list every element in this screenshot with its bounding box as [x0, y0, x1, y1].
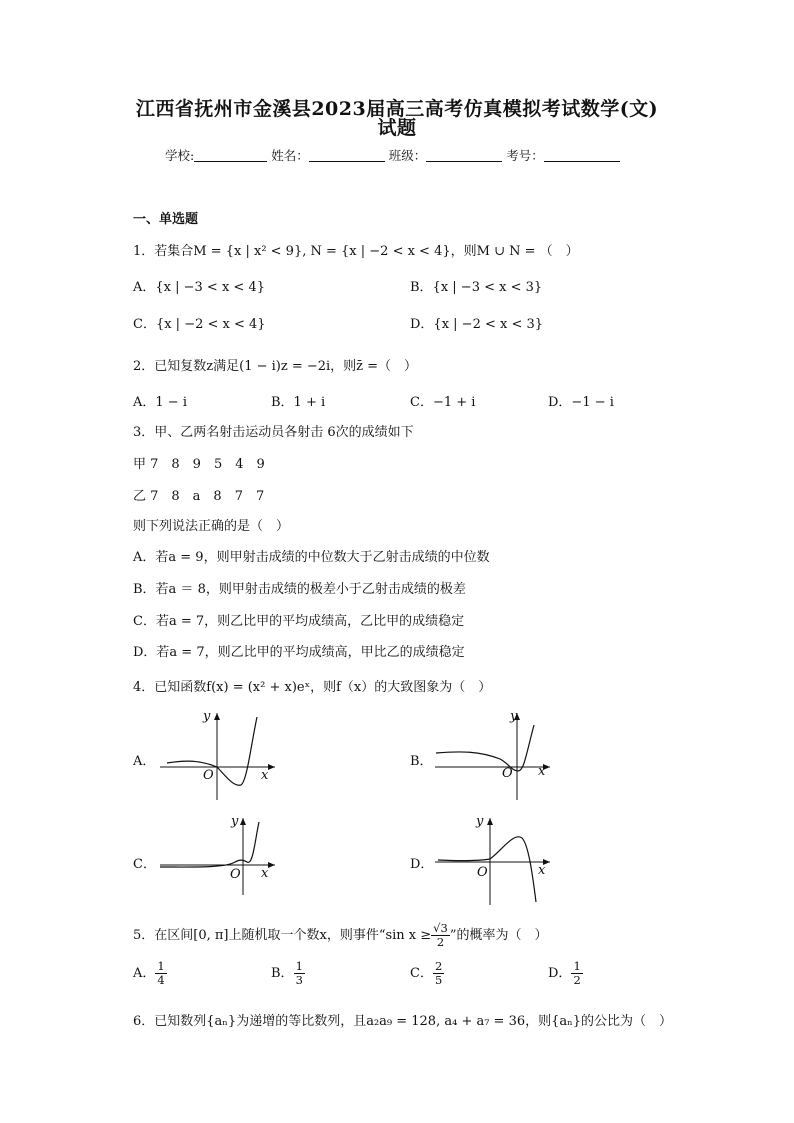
school-label: 学校:	[165, 148, 195, 163]
q5-option-d	[548, 960, 583, 987]
q5-fraction-num: √3	[433, 921, 448, 935]
name-label: 姓名：	[271, 148, 309, 163]
class-blank	[426, 149, 502, 162]
q5-c-num: 2	[434, 959, 443, 973]
q4d-y-label: y	[476, 814, 484, 829]
q5-c-den: 5	[434, 973, 443, 987]
number-label: 考号：	[506, 148, 544, 163]
q5-fraction-den: 2	[436, 935, 445, 949]
q4-graph-d	[430, 810, 560, 910]
q4-option-b: B．	[410, 754, 433, 769]
q4d-origin-label: O	[477, 865, 488, 880]
section-heading: 一、单选题	[133, 212, 199, 227]
q5-a-num: 1	[157, 959, 165, 973]
q4-option-a: A．	[133, 754, 156, 769]
q5-b-label: B．	[271, 966, 294, 981]
q2-option-b: B．1 + i	[271, 395, 326, 410]
q3-option-c: C．若a = 7，则乙比甲的平均成绩高，乙比甲的成绩稳定	[133, 614, 465, 629]
q5-stem-pre: 5．在区间[0, π]上随机取一个数x，则事件“sin x ≥	[133, 928, 432, 943]
q4-stem: 4．已知函数f(x) = (x² + x)eˣ，则f（x）的大致图象为（ ）	[133, 680, 492, 695]
q5-b-den: 3	[295, 973, 303, 987]
number-blank	[544, 149, 620, 162]
q4c-y-label: y	[231, 814, 239, 829]
q4b-origin-label: O	[502, 766, 513, 781]
q4c-x-label: x	[261, 866, 269, 881]
q3-prompt: 则下列说法正确的是（ ）	[133, 519, 290, 534]
q3-option-a: A．若a = 9，则甲射击成绩的中位数大于乙射击成绩的中位数	[133, 550, 490, 565]
q5-c-label: C．	[410, 966, 433, 981]
q4d-x-label: x	[538, 863, 546, 878]
q5-c-fraction	[433, 960, 444, 987]
q5-stem-post: ”的概率为（ ）	[449, 928, 548, 943]
q5-d-num: 1	[573, 959, 581, 973]
q4a-y-label: y	[203, 709, 211, 724]
school-blank	[194, 149, 267, 162]
q5-option-a	[133, 960, 167, 987]
q5-d-den: 2	[573, 973, 581, 987]
q5-option-c	[410, 960, 444, 987]
q4-graph-b	[430, 705, 560, 805]
q1-stem: 1．若集合M = {x | x² < 9}, N = {x | −2 < x < 4}，则M ∪ N = （ ）	[133, 244, 579, 259]
q1-option-b: B．{x | −3 < x < 3}	[410, 280, 543, 295]
q5-a-label: A．	[133, 966, 156, 981]
exam-title: 江西省抚州市金溪县2023届高三高考仿真模拟考试数学(文)	[135, 98, 659, 120]
q3-option-d: D．若a = 7，则乙比甲的平均成绩高，甲比乙的成绩稳定	[133, 645, 465, 660]
q3-row-yi: 乙 7 8 a 8 7 7	[133, 489, 265, 504]
name-blank	[309, 149, 385, 162]
q1-option-d: D．{x | −2 < x < 3}	[410, 317, 544, 332]
q5-stem	[133, 922, 547, 949]
q5-b-fraction	[294, 960, 305, 987]
q3-stem: 3．甲、乙两名射击运动员各射击 6次的成绩如下	[133, 425, 414, 440]
q4-graph-c	[155, 810, 285, 910]
q2-option-d: D．−1 − i	[548, 395, 614, 410]
q2-option-a: A．1 − i	[133, 395, 187, 410]
class-label: 班级：	[388, 148, 427, 163]
q4-option-d: D．	[410, 857, 434, 872]
q5-fraction	[431, 922, 450, 949]
exam-title-line2: 试题	[377, 117, 417, 139]
q6-stem: 6．已知数列{aₙ}为递增的等比数列，且a₂a₉ = 128, a₄ + a₇ = 36，则{aₙ}的公比为（ ）	[133, 1014, 673, 1029]
q5-b-num: 1	[295, 959, 303, 973]
q2-stem: 2．已知复数z满足(1 − i)z = −2i，则z̄ =（ ）	[133, 359, 418, 374]
student-info	[165, 146, 620, 164]
q5-option-b	[271, 960, 305, 987]
q2-option-c: C．−1 + i	[410, 395, 476, 410]
q5-d-fraction	[571, 960, 582, 987]
q3-option-b: B．若a ＝ 8，则甲射击成绩的极差小于乙射击成绩的极差	[133, 582, 466, 597]
q4a-origin-label: O	[203, 768, 214, 783]
q3-row-jia: 甲 7 8 9 5 4 9	[133, 457, 265, 472]
q4-graph-a	[155, 705, 285, 805]
q4a-x-label: x	[261, 768, 269, 783]
q4c-origin-label: O	[230, 867, 241, 882]
q1-option-a: A．{x | −3 < x < 4}	[133, 280, 265, 295]
q5-a-den: 4	[157, 973, 165, 987]
q5-d-label: D．	[548, 966, 572, 981]
q4-option-c: C．	[133, 857, 156, 872]
q4b-x-label: x	[538, 764, 546, 779]
q1-option-c: C．{x | −2 < x < 4}	[133, 317, 266, 332]
q4b-y-label: y	[510, 709, 518, 724]
q5-a-fraction	[155, 960, 166, 987]
